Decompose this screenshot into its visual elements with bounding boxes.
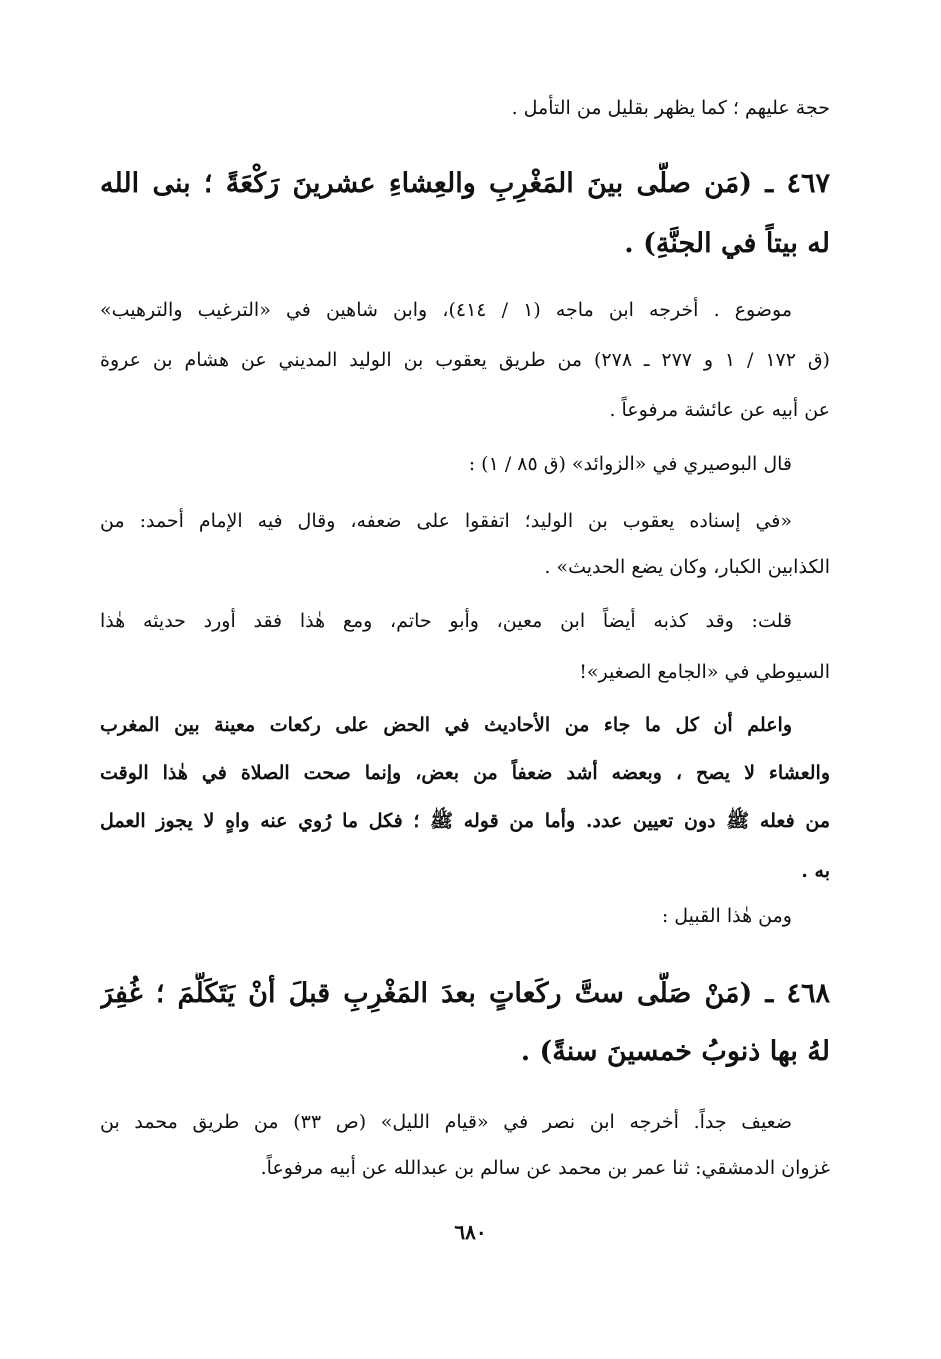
hadith-467-text-line-1: ٤٦٧ ـ (مَن صلَّى بينَ المَغْرِبِ والعِشاءِ عشرينَ رَكْعَةً ؛ بنى الله (100, 168, 830, 199)
hadith-468-text-line-2: لهُ بها ذنوبُ خمسينَ سنةً) . (520, 1036, 830, 1067)
hadith-467-grading-line-2: (ق ١٧٢ / ١ و ٢٧٧ ـ ٢٧٨) من طريق يعقوب بن الوليد المديني عن هشام بن عروة (100, 349, 830, 371)
busiri-quote-line-2: الكذابين الكبار، وكان يضع الحديث» . (544, 556, 830, 578)
book-page (100, 0, 830, 1359)
note-line-3: من فعله ﷺ دون تعيين عدد. وأما من قوله ﷺ ؛ فكل ما رُوي عنه واهٍ لا يجوز العمل (100, 810, 830, 832)
hadith-467-grading-line-3: عن أبيه عن عائشة مرفوعاً . (609, 399, 830, 421)
busiri-quote-line-1: «في إسناده يعقوب بن الوليد؛ اتفقوا على ضعفه، وقال فيه الإمام أحمد: من (100, 510, 792, 532)
note-line-2: والعشاء لا يصح ، وبعضه أشد ضعفاً من بعض، وإنما صحت الصلاة في هٰذا الوقت (100, 762, 830, 784)
hadith-468-grading-line-1: ضعيف جداً. أخرجه ابن نصر في «قيام الليل» (ص ٣٣) من طريق محمد بن (100, 1111, 792, 1133)
qultu-line-1: قلت: وقد كذبه أيضاً ابن معين، وأبو حاتم، ومع هٰذا فقد أورد حديثه هٰذا (100, 610, 792, 632)
page-number: ٦٨٠ (454, 1220, 487, 1244)
note-line-1: واعلم أن كل ما جاء من الأحاديث في الحض على ركعات معينة بين المغرب (100, 714, 792, 736)
hadith-468-text-line-1: ٤٦٨ ـ (مَنْ صَلَّى ستَّ ركَعاتٍ بعدَ المَغْرِبِ قبلَ أنْ يَتَكَلَّمَ ؛ غُفِرَ (100, 978, 830, 1009)
qultu-line-2: السيوطي في «الجامع الصغير»! (579, 661, 830, 683)
hadith-467-grading-line-1: موضوع . أخرجه ابن ماجه (١ / ٤١٤)، وابن شاهين في «الترغيب والترهيب» (100, 299, 792, 321)
min-hadha-line: ومن هٰذا القبيل : (661, 905, 792, 927)
note-line-4: به . (801, 860, 830, 882)
intro-line: حجة عليهم ؛ كما يظهر بقليل من التأمل . (511, 97, 830, 119)
hadith-468-grading-line-2: غزوان الدمشقي: ثنا عمر بن محمد عن سالم بن عبدالله عن أبيه مرفوعاً. (260, 1157, 830, 1179)
busiri-intro: قال البوصيري في «الزوائد» (ق ٨٥ / ١) : (468, 453, 792, 475)
hadith-467-text-line-2: له بيتاً في الجنَّةِ) . (624, 228, 830, 259)
